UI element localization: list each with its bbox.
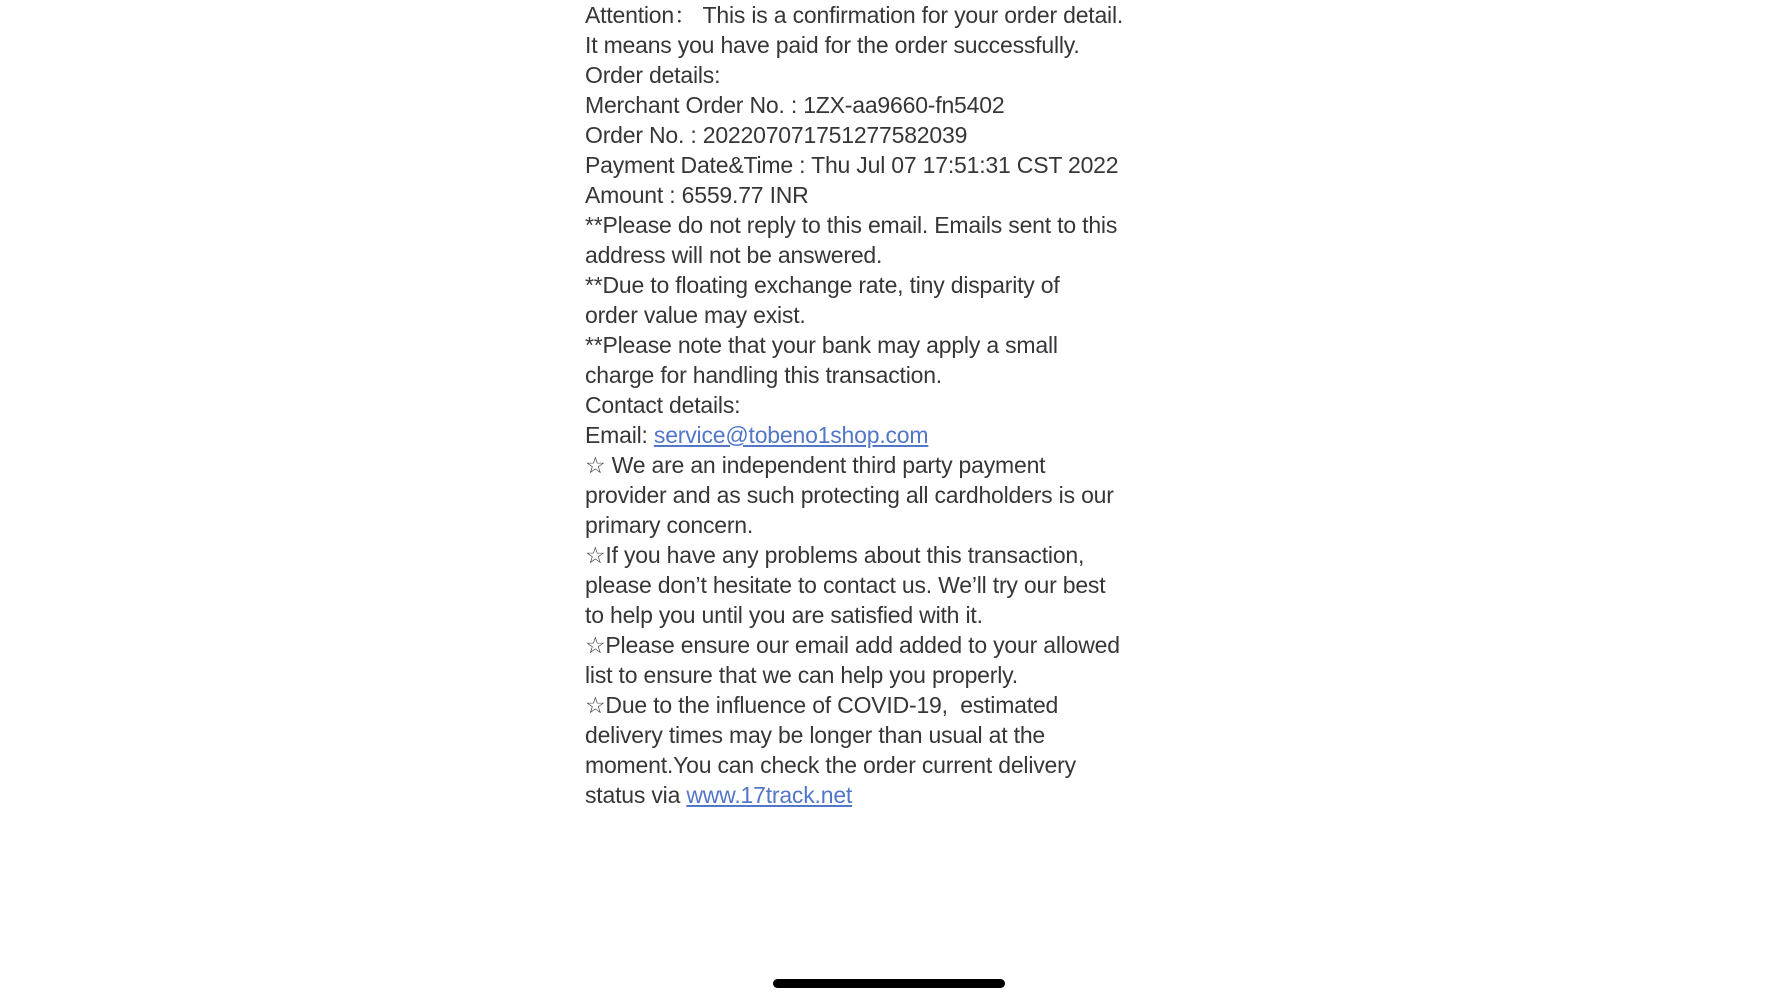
email-body-line: Attention： This is a confirmation for your order detail. <box>585 2 1124 28</box>
email-body-line: delivery times may be longer than usual at the <box>585 722 1045 748</box>
email-body-line: ☆If you have any problems about this transaction, <box>585 542 1085 568</box>
email-body-line: provider and as such protecting all cardholders is our <box>585 482 1114 508</box>
email-body-line: list to ensure that we can help you properly. <box>585 662 1018 688</box>
email-body-line: ☆Please ensure our email add added to your allowed <box>585 632 1120 658</box>
email-body-line: Order details: <box>585 62 721 88</box>
email-message-body[interactable] <box>585 0 1245 810</box>
email-body-line: primary concern. <box>585 512 754 538</box>
contact-email-link[interactable]: service@tobeno1shop.com <box>653 422 929 448</box>
tracking-status-line <box>585 780 1245 810</box>
payment-datetime: Payment Date&Time : Thu Jul 07 17:51:31 CST 2022 <box>585 152 1119 178</box>
tracking-status-label: status via <box>585 782 687 808</box>
email-body-line: order value may exist. <box>585 302 806 328</box>
email-body-line: It means you have paid for the order successfully. <box>585 32 1080 58</box>
email-body-line: ☆ We are an independent third party payment <box>585 452 1046 478</box>
email-label: Email: <box>585 422 654 448</box>
payment-amount: Amount : 6559.77 INR <box>585 182 809 208</box>
home-indicator-bar[interactable] <box>773 979 1005 988</box>
email-body-line: charge for handling this transaction. <box>585 362 942 388</box>
merchant-order-number: Merchant Order No. : 1ZX-aa9660-fn5402 <box>585 92 1005 118</box>
email-body-line: moment.You can check the order current delivery <box>585 752 1076 778</box>
order-number: Order No. : 202207071751277582039 <box>585 122 968 148</box>
email-body-line: **Due to floating exchange rate, tiny disparity of <box>585 272 1060 298</box>
email-body-line: please don’t hesitate to contact us. We’ll try our best <box>585 572 1106 598</box>
email-body-line: **Please note that your bank may apply a small <box>585 332 1058 358</box>
email-body-line: to help you until you are satisfied with it. <box>585 602 983 628</box>
contact-email-line <box>585 420 1245 450</box>
email-body-line: ☆Due to the influence of COVID-19, estimated <box>585 692 1059 718</box>
email-body-line: **Please do not reply to this email. Emails sent to this <box>585 212 1118 238</box>
email-body-line: address will not be answered. <box>585 242 883 268</box>
email-body-line: Contact details: <box>585 392 741 418</box>
tracking-url-link[interactable]: www.17track.net <box>686 782 853 808</box>
